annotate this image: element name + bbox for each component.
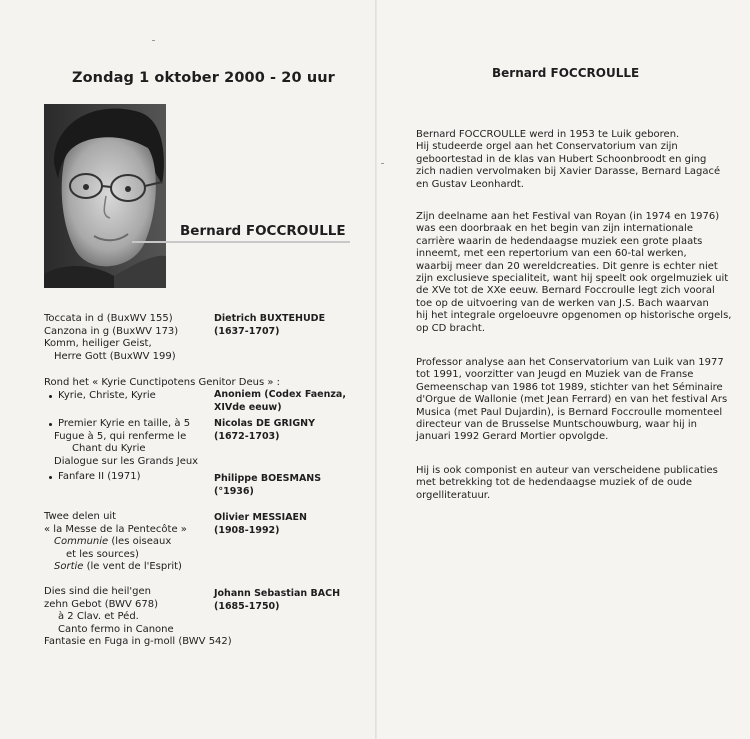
piece-title: Fugue à 5, qui renferme le	[54, 430, 187, 442]
piece-title: Komm, heiliger Geist,	[44, 338, 152, 349]
page-fold	[375, 0, 377, 739]
composer-name: Anoniem (Codex Faenza,	[214, 389, 346, 400]
bio-line: was een doorbraak en het begin van zijn internationale	[416, 223, 693, 235]
bio-paragraph-1	[416, 129, 736, 191]
composer-dates: (1637-1707)	[214, 325, 280, 337]
composer-name: Olivier MESSIAEN	[214, 512, 308, 523]
piece-title: Fanfare II (1971)	[44, 471, 141, 484]
bio-line: zich nadien vervolmaken bij Xavier Darasse, Bernard Lagacé	[416, 166, 721, 178]
bio-line: orgelliteratuur.	[416, 489, 491, 501]
composer-grigny	[214, 418, 315, 443]
bio-line: de XVe tot de XXe eeuw. Bernard Foccroulle legt zich vooral	[416, 285, 715, 297]
piece-title: Kyrie, Christe, Kyrie	[44, 390, 280, 403]
piece-title: Canto fermo in Canone	[58, 623, 174, 635]
bio-line: toe op de uitvoering van de werken van J.S. Bach waarvan	[416, 297, 709, 309]
paper-speck	[381, 163, 384, 164]
composer-bach	[214, 588, 340, 613]
composer-name: Johann Sebastian BACH	[214, 588, 341, 599]
piece-title: Toccata in d (BuxWV 155)	[44, 313, 173, 324]
bio-line: Professor analyse aan het Conservatorium van Luik van 1977	[416, 357, 724, 368]
composer-buxtehude	[214, 313, 325, 338]
bio-paragraph-2	[416, 211, 736, 335]
composer-name: Philippe BOESMANS	[214, 473, 322, 484]
composer-anoniem	[214, 389, 346, 414]
bio-line: januari 1992 Gerard Mortier opvolgde.	[416, 431, 609, 443]
paper-speck	[152, 40, 155, 41]
program-pieces-boesmans	[44, 471, 141, 484]
composer-dates: (1685-1750)	[214, 600, 280, 612]
bio-line: op CD bracht.	[416, 322, 486, 334]
piece-title: Herre Gott (BuxWV 199)	[54, 350, 176, 362]
program-pieces-bach	[44, 586, 232, 649]
composer-dates: (°1936)	[214, 485, 254, 497]
bio-line: hij het integrale orgeloeuvre opgenomen op historische orgels,	[416, 310, 732, 322]
composer-name: Dietrich BUXTEHUDE	[214, 313, 326, 324]
bio-line: Hij is ook componist en auteur van verscheidene publicaties	[416, 465, 718, 476]
performer-portrait-photo	[44, 104, 166, 288]
movement-subtitle: et les sources)	[66, 548, 139, 560]
bio-line: met betrekking tot de hedendaagse muziek of de oude	[416, 477, 693, 489]
piece-title: à 2 Clav. et Péd.	[58, 611, 139, 622]
bio-line: geboortestad in de klas van Hubert Schoonbroodt en ging	[416, 153, 707, 165]
bio-paragraph-4	[416, 465, 736, 502]
composer-dates: (1908-1992)	[214, 524, 280, 536]
piece-title: Dialogue sur les Grands Jeux	[54, 455, 199, 467]
program-section-intro: Rond het « Kyrie Cunctipotens Genitor Deus » :	[44, 377, 281, 388]
performer-name-right: Bernard FOCCROULLE	[492, 66, 640, 80]
performer-name-left: Bernard FOCCROULLE	[180, 223, 346, 239]
movement-subtitle: (les oiseaux	[108, 536, 172, 547]
bio-line: Hij studeerde orgel aan het Conservatorium van zijn	[416, 141, 678, 153]
bio-line: d'Orgue de Wallonie (met Jean Ferrard) en van het festival Ars	[416, 394, 728, 406]
composer-messiaen	[214, 512, 307, 537]
bio-line: inneemt, met een repertorium van een 60-tal werken,	[416, 248, 687, 260]
movement-title: Communie	[54, 536, 109, 547]
piece-title: Dies sind die heil'gen	[44, 586, 151, 597]
piece-title	[44, 536, 187, 549]
composer-dates: XIVde eeuw)	[214, 401, 282, 413]
piece-title: Fantasie en Fuga in g-moll (BWV 542)	[44, 636, 232, 647]
bio-line: en Gustav Leonhardt.	[416, 178, 524, 190]
bio-line: Gemeenschap van 1986 tot 1989, stichter van het Séminaire	[416, 381, 723, 393]
piece-title: Premier Kyrie en taille, à 5	[44, 418, 198, 431]
movement-subtitle: (le vent de l'Esprit)	[83, 561, 182, 572]
name-underline-rule	[132, 241, 350, 243]
movement-title: Sortie	[54, 561, 84, 572]
piece-title: « la Messe de la Pentecôte »	[44, 523, 187, 535]
bio-line: zijn exclusieve specialiteit, want hij speelt ook orgelmuziek uit	[416, 273, 729, 285]
piece-title	[44, 561, 187, 574]
composer-name: Nicolas DE GRIGNY	[214, 418, 315, 429]
bio-line: Zijn deelname aan het Festival van Royan (in 1974 en 1976)	[416, 211, 720, 222]
program-pieces-messiaen	[44, 511, 187, 574]
program-pieces-grigny	[44, 418, 198, 468]
composer-dates: (1672-1703)	[214, 430, 280, 442]
bio-line: carrière waarin de hedendaagse muziek een grote plaats	[416, 235, 703, 247]
piece-title: zehn Gebot (BWV 678)	[44, 598, 159, 610]
concert-date-heading: Zondag 1 oktober 2000 - 20 uur	[72, 70, 335, 86]
bio-line: Musica (met Paul Dujardin), is Bernard Foccroulle momenteel	[416, 406, 723, 418]
piece-title: Canzona in g (BuxWV 173)	[44, 325, 179, 337]
bio-line: directeur van de Brusselse Muntschouwburg, waar hij in	[416, 419, 697, 431]
piece-title: Chant du Kyrie	[72, 443, 146, 454]
bio-paragraph-3	[416, 357, 736, 444]
program-pieces-buxtehude	[44, 313, 178, 363]
piece-title: Twee delen uit	[44, 511, 117, 522]
bio-line: Bernard FOCCROULLE werd in 1953 te Luik geboren.	[416, 129, 680, 140]
bio-line: tot 1991, voorzitter van Jeugd en Muziek van de Franse	[416, 369, 694, 381]
bio-line: waarbij meer dan 20 wereldcreaties. Dit genre is echter niet	[416, 260, 718, 272]
composer-boesmans	[214, 473, 321, 498]
